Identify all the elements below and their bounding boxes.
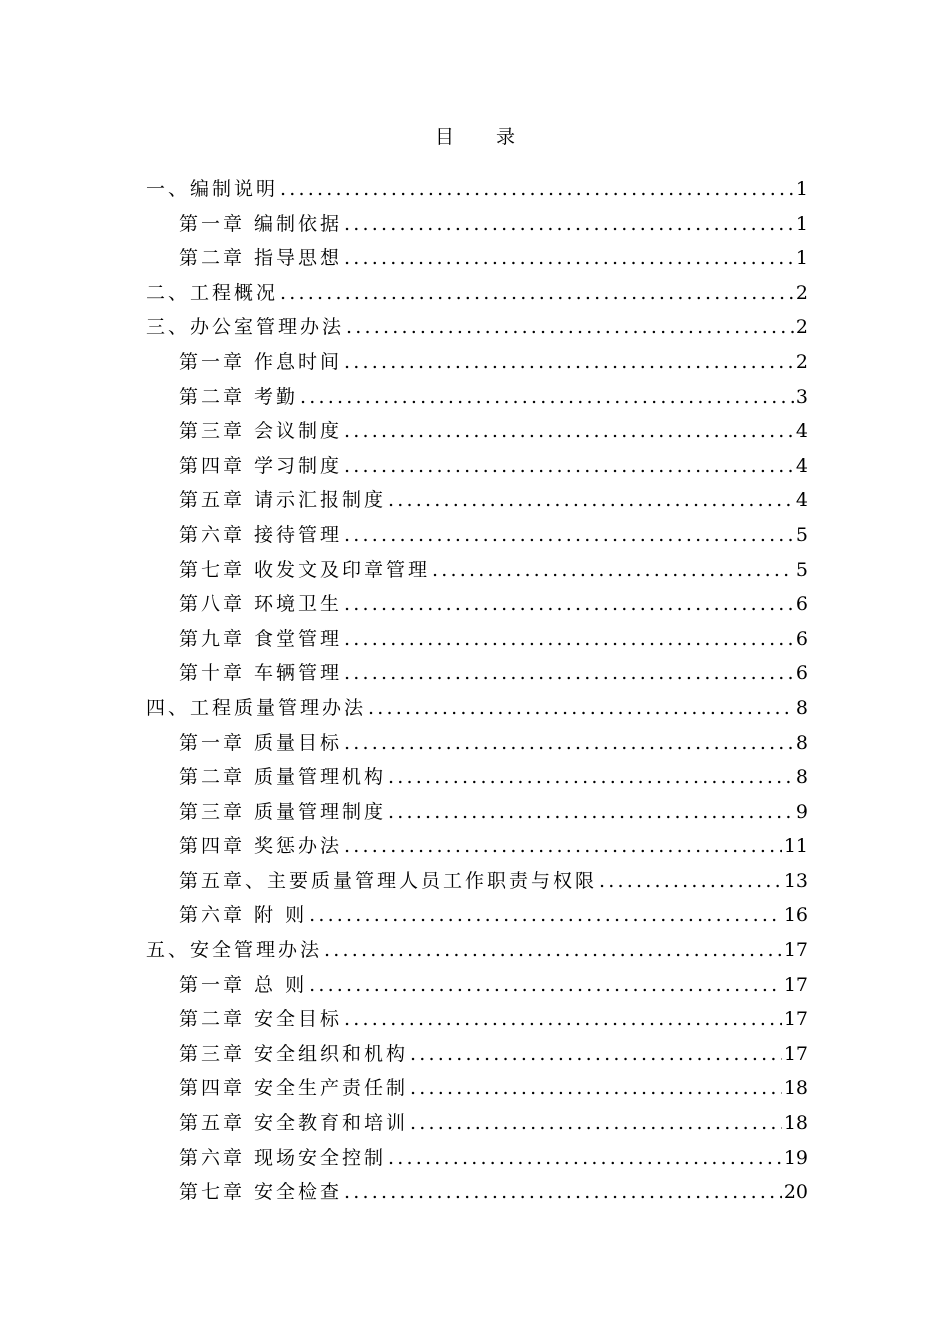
toc-entry[interactable] — [146, 656, 808, 691]
toc-dot-leader — [344, 829, 782, 864]
toc-dot-leader — [344, 449, 794, 484]
toc-dot-leader — [346, 310, 794, 345]
toc-entry-page-number: 1 — [795, 212, 808, 235]
toc-dot-leader — [410, 1037, 782, 1072]
toc-entry[interactable] — [146, 276, 808, 311]
toc-entry-label: 四、工程质量管理办法 — [146, 696, 367, 719]
toc-entry-page-number: 5 — [795, 558, 808, 581]
toc-dot-leader — [388, 483, 794, 518]
toc-entry-label: 五、安全管理办法 — [146, 939, 323, 962]
toc-entry[interactable] — [146, 345, 808, 380]
table-of-contents — [146, 172, 808, 1210]
toc-entry[interactable] — [146, 1141, 808, 1176]
toc-entry[interactable] — [146, 795, 808, 830]
toc-entry-label: 第二章 指导思想 — [179, 247, 343, 270]
toc-dot-leader — [344, 207, 794, 242]
toc-dot-leader — [344, 414, 794, 449]
toc-dot-leader — [280, 172, 794, 207]
toc-entry-label: 一、编制说明 — [146, 178, 279, 200]
toc-dot-leader — [432, 553, 794, 588]
toc-entry[interactable] — [146, 310, 808, 345]
toc-entry[interactable] — [146, 483, 808, 518]
toc-entry-label: 第三章 质量管理制度 — [179, 800, 387, 823]
toc-entry[interactable] — [146, 1175, 808, 1210]
toc-entry[interactable] — [146, 622, 808, 657]
toc-entry-label: 第三章 安全组织和机构 — [179, 1042, 409, 1065]
toc-entry-label: 第二章 考勤 — [179, 385, 299, 408]
toc-entry-label: 二、工程概况 — [146, 281, 279, 304]
toc-entry-label: 第八章 环境卫生 — [179, 593, 343, 616]
toc-entry[interactable] — [146, 1002, 808, 1037]
toc-entry[interactable] — [146, 898, 808, 933]
toc-entry-page-number: 1 — [795, 247, 808, 270]
toc-dot-leader — [309, 898, 782, 933]
toc-entry-page-number: 6 — [795, 627, 808, 650]
toc-entry[interactable] — [146, 968, 808, 1003]
toc-entry[interactable] — [146, 414, 808, 449]
toc-dot-leader — [410, 1106, 782, 1141]
toc-entry-label: 第二章 安全目标 — [179, 1008, 343, 1031]
toc-dot-leader — [344, 1175, 782, 1210]
toc-entry-page-number: 6 — [795, 593, 808, 616]
toc-entry-label: 第六章 现场安全控制 — [179, 1146, 387, 1169]
toc-dot-leader — [344, 345, 794, 380]
toc-entry-page-number: 11 — [783, 835, 808, 858]
toc-entry-label: 第四章 学习制度 — [179, 454, 343, 477]
toc-entry-label: 第一章 编制依据 — [179, 212, 343, 235]
toc-dot-leader — [388, 795, 794, 830]
toc-entry-page-number: 17 — [783, 939, 808, 962]
toc-entry-page-number: 4 — [795, 454, 808, 477]
toc-entry[interactable] — [146, 553, 808, 588]
toc-entry[interactable] — [146, 864, 808, 899]
toc-dot-leader — [344, 518, 794, 553]
toc-dot-leader — [344, 656, 794, 691]
toc-dot-leader — [344, 1002, 782, 1037]
toc-entry-label: 三、办公室管理办法 — [146, 316, 345, 339]
toc-entry-label: 第六章 接待管理 — [179, 523, 343, 546]
toc-dot-leader — [388, 1141, 782, 1176]
toc-entry-label: 第六章 附 则 — [179, 904, 308, 927]
toc-dot-leader — [344, 587, 794, 622]
toc-entry[interactable] — [146, 518, 808, 553]
toc-entry[interactable] — [146, 1071, 808, 1106]
toc-entry-page-number: 9 — [795, 800, 808, 823]
toc-entry-page-number: 8 — [795, 766, 808, 789]
toc-entry-label: 第四章 安全生产责任制 — [179, 1077, 409, 1100]
toc-entry-page-number: 6 — [795, 662, 808, 685]
toc-entry-page-number: 2 — [795, 316, 808, 339]
toc-dot-leader — [344, 726, 794, 761]
toc-entry-label: 第三章 会议制度 — [179, 420, 343, 443]
toc-entry-label: 第五章 请示汇报制度 — [179, 489, 387, 512]
toc-entry-page-number: 4 — [795, 489, 808, 512]
toc-entry[interactable] — [146, 933, 808, 968]
toc-dot-leader — [410, 1071, 782, 1106]
toc-entry-label: 第十章 车辆管理 — [179, 662, 343, 685]
toc-entry-label: 第一章 质量目标 — [179, 731, 343, 754]
toc-dot-leader — [344, 241, 794, 276]
toc-entry[interactable] — [146, 207, 808, 242]
toc-entry[interactable] — [146, 380, 808, 415]
toc-entry[interactable] — [146, 829, 808, 864]
toc-entry[interactable] — [146, 691, 808, 726]
toc-entry-page-number: 17 — [783, 1008, 808, 1031]
toc-entry-page-number: 19 — [783, 1146, 808, 1169]
toc-dot-leader — [368, 691, 794, 726]
toc-entry[interactable] — [146, 726, 808, 761]
toc-entry-label: 第一章 作息时间 — [179, 350, 343, 373]
toc-entry-page-number: 18 — [783, 1112, 808, 1135]
toc-entry-page-number: 16 — [783, 904, 808, 927]
toc-entry-page-number: 18 — [783, 1077, 808, 1100]
toc-title: 目录 — [434, 126, 557, 148]
toc-entry[interactable] — [146, 1106, 808, 1141]
toc-entry-label: 第五章 安全教育和培训 — [179, 1112, 409, 1135]
toc-entry-page-number: 20 — [783, 1181, 808, 1204]
toc-entry[interactable] — [146, 172, 808, 207]
toc-dot-leader — [599, 864, 782, 899]
toc-entry-page-number: 13 — [783, 869, 808, 892]
toc-entry-page-number: 5 — [795, 523, 808, 546]
toc-entry-label: 第二章 质量管理机构 — [179, 766, 387, 789]
toc-dot-leader — [344, 622, 794, 657]
toc-entry-label: 第四章 奖惩办法 — [179, 835, 343, 858]
toc-entry-label: 第七章 安全检查 — [179, 1181, 343, 1204]
toc-entry[interactable] — [146, 587, 808, 622]
toc-entry-page-number: 1 — [795, 178, 808, 200]
toc-dot-leader — [280, 276, 794, 311]
toc-entry-label: 第九章 食堂管理 — [179, 627, 343, 650]
toc-entry[interactable] — [146, 449, 808, 484]
toc-entry[interactable] — [146, 241, 808, 276]
toc-entry-page-number: 8 — [795, 696, 808, 719]
toc-entry[interactable] — [146, 760, 808, 795]
toc-entry-label: 第七章 收发文及印章管理 — [179, 558, 431, 581]
toc-dot-leader — [388, 760, 794, 795]
toc-dot-leader — [324, 933, 782, 968]
toc-entry-page-number: 2 — [795, 281, 808, 304]
toc-entry-page-number: 3 — [795, 385, 808, 408]
toc-entry-page-number: 4 — [795, 420, 808, 443]
toc-dot-leader — [300, 380, 794, 415]
toc-entry-page-number: 17 — [783, 973, 808, 996]
toc-entry-label: 第一章 总 则 — [179, 973, 308, 996]
toc-entry-page-number: 2 — [795, 350, 808, 373]
toc-entry-page-number: 8 — [795, 731, 808, 754]
toc-entry-page-number: 17 — [783, 1042, 808, 1065]
toc-entry[interactable] — [146, 1037, 808, 1072]
toc-dot-leader — [309, 968, 782, 1003]
toc-entry-label: 第五章、主要质量管理人员工作职责与权限 — [179, 869, 598, 892]
